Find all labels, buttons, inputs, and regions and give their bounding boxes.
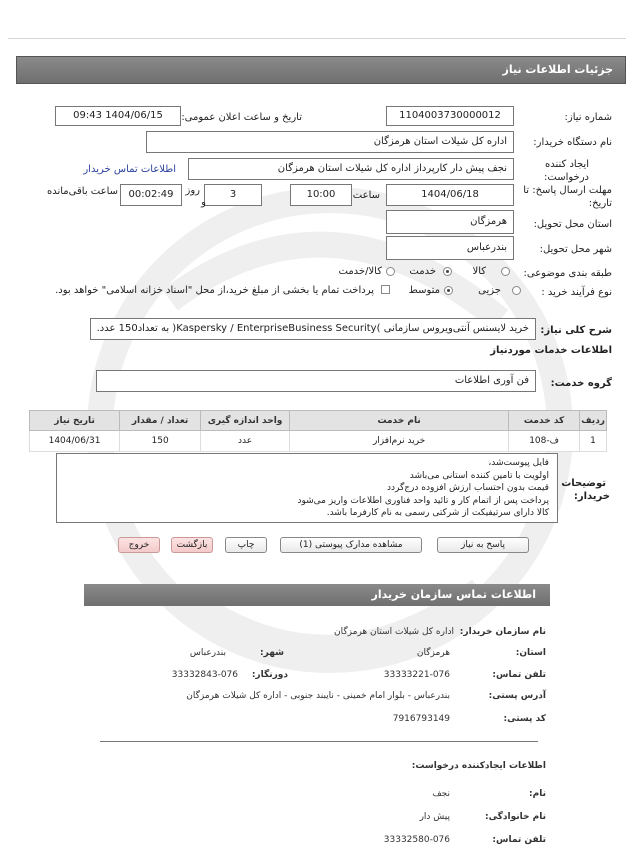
creator-name-value: نجف: [432, 789, 450, 799]
contact-province-label: استان:: [515, 648, 546, 658]
buyer-org-label: نام دستگاه خریدار:: [533, 137, 612, 148]
contact-address-label: آدرس پستی:: [488, 691, 546, 701]
contact-header: [84, 584, 550, 606]
delivery-city-field: بندرعباس: [386, 236, 514, 260]
services-title: اطلاعات خدمات موردنیاز: [490, 345, 612, 356]
treasury-label: پرداخت تمام یا بخشی از مبلغ خرید،از محل "اسناد خزانه اسلامی" خواهد بود.: [55, 285, 374, 296]
cell-qty: 150: [120, 431, 201, 452]
items-table: [29, 410, 607, 452]
contact-postal-label: کد پستی:: [503, 714, 546, 724]
contact-divider: [100, 741, 538, 742]
deadline-date-field: 1404/06/18: [386, 184, 514, 206]
col-date: تاریخ نیاز: [30, 411, 120, 431]
print-button[interactable]: چاپ: [225, 537, 267, 553]
and-label: و: [201, 197, 206, 208]
category-goods-label: کالا: [472, 266, 486, 277]
process-minor-label: جزیی: [478, 285, 501, 296]
contact-province-value: هرمزگان: [416, 648, 450, 658]
table-header-row: [30, 411, 607, 431]
creator-name-label: نام:: [529, 789, 546, 799]
contact-fax-label: دورنگار:: [251, 670, 288, 680]
creator-phone-value: 33332580-076: [383, 835, 450, 845]
description-label: شرح کلی نیاز:: [540, 325, 612, 336]
note-line: پرداخت پس از اتمام کار و تائید واحد فناوری اطلاعات واریز می‌شود: [297, 495, 549, 506]
cell-name: خرید نرم‌افزار: [290, 431, 509, 452]
buyer-notes-label-2: خریدار:: [573, 491, 610, 502]
buyer-notes-box: [56, 453, 558, 523]
deadline-label-2: تاریخ:: [588, 198, 612, 209]
requester-label-2: درخواست:: [544, 172, 589, 183]
top-divider: [8, 38, 626, 39]
creator-title: اطلاعات ایجادکننده درخواست:: [411, 761, 546, 771]
note-line: کالا دارای سرتیفیکت از شرکتی رسمی به نام کارفرما باشد.: [326, 508, 549, 518]
day-label: روز: [185, 185, 200, 196]
cell-unit: عدد: [201, 431, 290, 452]
delivery-province-field: هرمزگان: [386, 210, 514, 234]
category-both-radio[interactable]: [386, 267, 395, 276]
contact-title: اطلاعات تماس سازمان خریدار: [371, 588, 536, 601]
reply-button[interactable]: پاسخ به نیاز: [437, 537, 529, 553]
service-group-field: فن آوری اطلاعات: [96, 370, 536, 392]
contact-org-value: اداره کل شیلات استان هرمزگان: [334, 627, 454, 637]
process-medium-label: متوسط: [408, 285, 440, 296]
note-line: فایل پیوست‌شد،: [488, 458, 549, 468]
time-remaining-label: ساعت باقی‌مانده: [46, 186, 118, 197]
category-goods-radio[interactable]: [501, 267, 510, 276]
note-line: قیمت بدون احتساب ارزش افزوده درج‌گردد: [386, 483, 549, 493]
process-label: نوع فرآیند خرید :: [541, 287, 612, 298]
buyer-notes-label: توضیحات: [561, 478, 606, 489]
deadline-time-label: ساعت: [352, 190, 380, 201]
contact-postal-value: 7916793149: [392, 714, 450, 724]
need-number-field: 1104003730000012: [386, 106, 514, 126]
buyer-contact-link[interactable]: اطلاعات تماس خریدار: [83, 164, 176, 175]
deadline-time-field: 10:00: [290, 184, 352, 206]
header-title: جزئیات اطلاعات نیاز: [502, 63, 613, 76]
col-row: ردیف: [580, 411, 607, 431]
note-line: اولویت با تامین کننده استانی می‌باشد: [409, 470, 549, 481]
attachments-button[interactable]: مشاهده مدارک پیوستی (1): [280, 537, 422, 553]
col-name: نام خدمت: [290, 411, 509, 431]
buyer-org-field: اداره کل شیلات استان هرمزگان: [146, 131, 514, 153]
announce-label: تاریخ و ساعت اعلان عمومی:: [181, 112, 302, 123]
category-both-label: کالا/خدمت: [338, 266, 382, 277]
contact-phone-value: 33333221-076: [383, 670, 450, 680]
cell-code: ف-108: [509, 431, 580, 452]
delivery-province-label: استان محل تحویل:: [533, 219, 612, 230]
requester-field: نجف پیش دار کارپرداز اداره کل شیلات استان هرمزگان: [188, 158, 514, 180]
description-field: خرید لایسنس آنتی‌ویروس سازمانی )Kaspersky / EnterpriseBusiness Security( به تعداد150 عدد.: [90, 318, 536, 340]
requester-label: ایجاد کننده: [545, 159, 589, 170]
contact-phone-label: تلفن تماس:: [492, 670, 546, 680]
cell-date: 1404/06/31: [30, 431, 120, 452]
contact-fax-value: 33332843-076: [171, 670, 238, 680]
contact-address-value: بندرعباس - بلوار امام خمینی - نایبند جنوبی - اداره کل شیلات هرمزگان: [186, 691, 450, 701]
process-medium-radio[interactable]: [444, 286, 453, 295]
category-label: طبقه بندی موضوعی:: [523, 268, 612, 279]
col-qty: تعداد / مقدار: [120, 411, 201, 431]
service-group-label: گروه خدمت:: [550, 378, 612, 389]
days-remaining-field: 3: [204, 184, 262, 206]
deadline-label: مهلت ارسال پاسخ: تا: [523, 185, 612, 196]
creator-family-value: پیش دار: [419, 812, 450, 822]
table-row: [30, 431, 607, 452]
details-header: [16, 56, 626, 84]
back-button[interactable]: بازگشت: [171, 537, 213, 553]
contact-city-label: شهر:: [260, 648, 284, 658]
time-remaining-field: 00:02:49: [120, 184, 182, 206]
category-service-radio[interactable]: [443, 267, 452, 276]
delivery-city-label: شهر محل تحویل:: [539, 244, 612, 255]
category-service-label: خدمت: [409, 266, 436, 277]
need-number-label: شماره نیاز:: [564, 112, 612, 123]
exit-button[interactable]: خروج: [118, 537, 160, 553]
process-minor-radio[interactable]: [512, 286, 521, 295]
treasury-checkbox[interactable]: [381, 285, 390, 294]
contact-city-value: بندرعباس: [189, 648, 226, 658]
contact-org-label: نام سازمان خریدار:: [459, 627, 546, 637]
announce-field: 1404/06/15 09:43: [55, 106, 181, 126]
col-code: کد خدمت: [509, 411, 580, 431]
creator-family-label: نام خانوادگی:: [484, 812, 546, 822]
col-unit: واحد اندازه گیری: [201, 411, 290, 431]
cell-row: 1: [580, 431, 607, 452]
creator-phone-label: تلفن تماس:: [492, 835, 546, 845]
